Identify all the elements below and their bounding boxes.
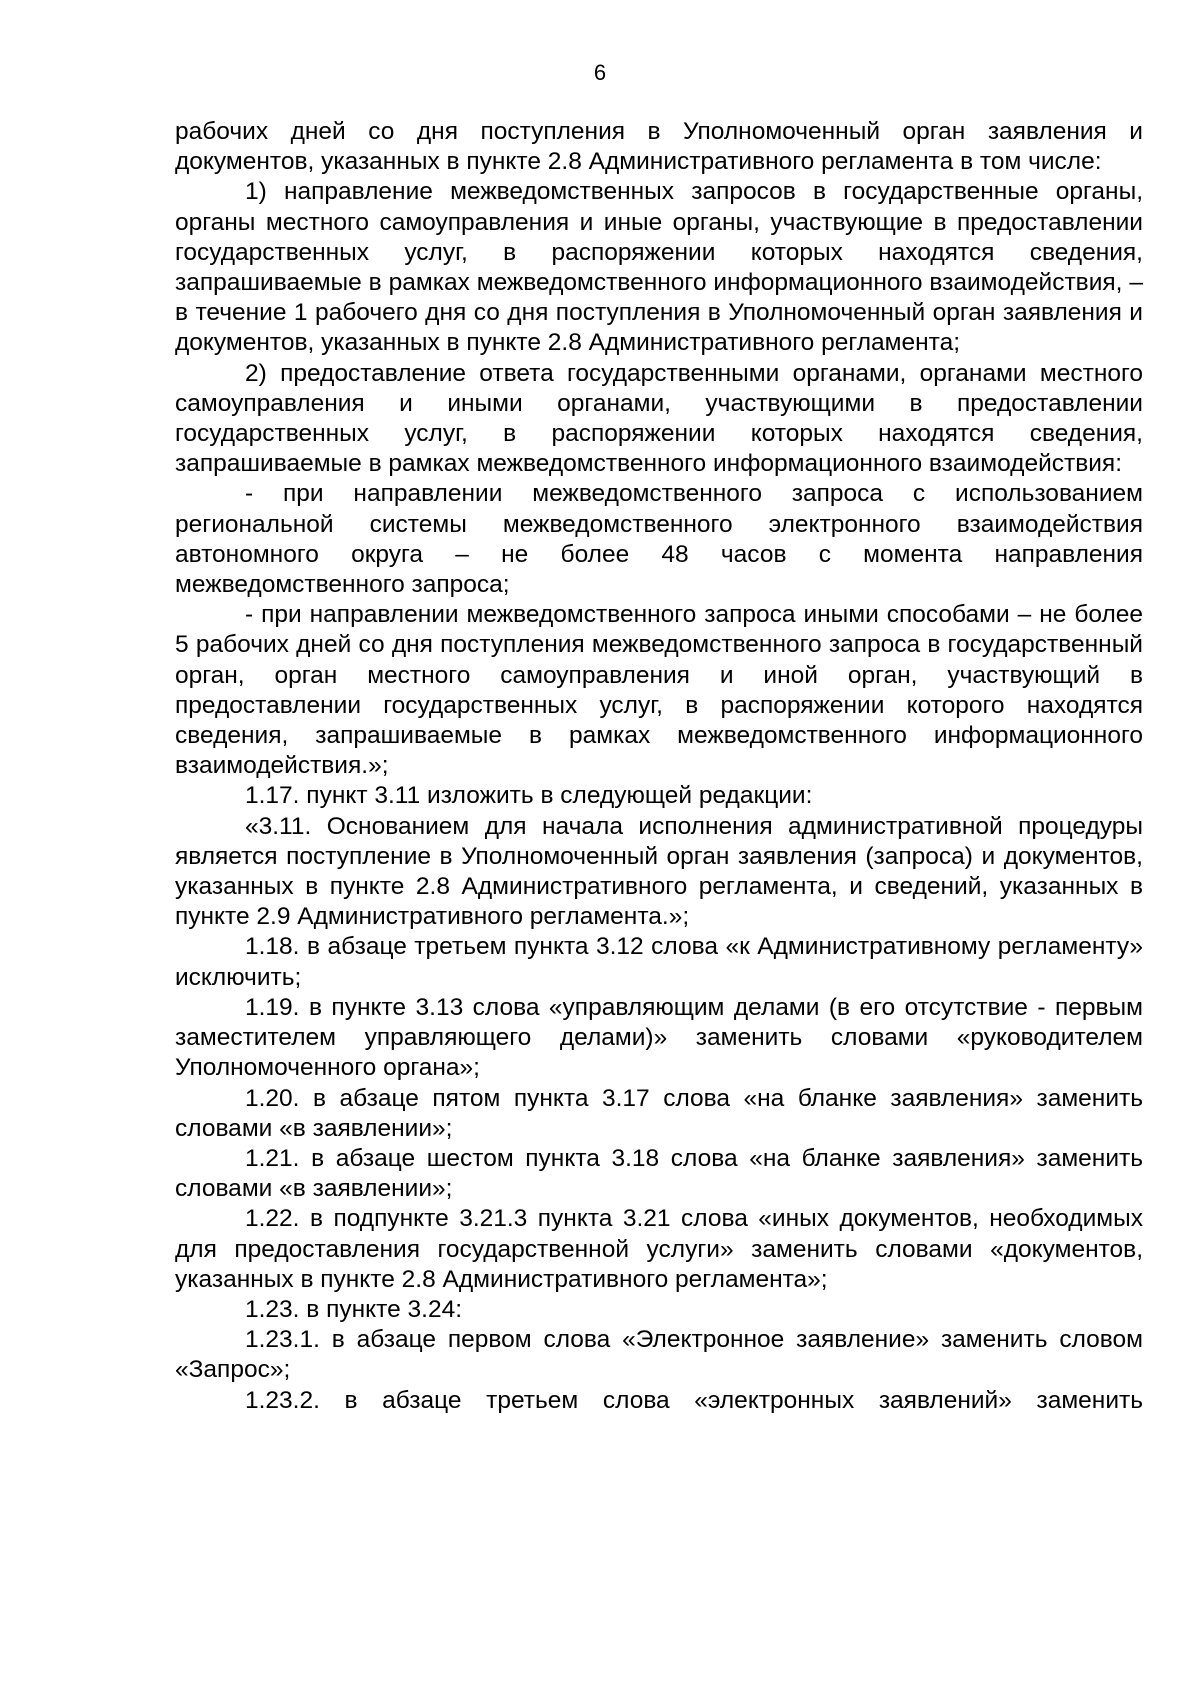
paragraph-1-23-1: 1.23.1. в абзаце первом слова «Электронное заявление» заменить словом «Запрос»;: [175, 1326, 1143, 1384]
paragraph-dash-1: - при направлении межведомственного запроса с использованием региональной системы межведомственного электронного взаимодействия автономного округа – не более 48 часов с момента направления межведомственного запроса;: [175, 480, 1143, 599]
paragraph-3-11: «3.11. Основанием для начала исполнения административной процедуры является поступление в Уполномоченный орган заявления (запроса) и документов, указанных в пункте 2.8 Административного регламента, и сведений, указанных в пункте 2.9 Административного регламента.»;: [175, 812, 1143, 931]
paragraph-1-17: 1.17. пункт 3.11 изложить в следующей редакции:: [245, 782, 813, 810]
paragraph-dash-2: - при направлении межведомственного запроса иными способами – не более 5 рабочих дней со дня поступления межведомственного запроса в государственный орган, орган местного самоуправления и иной орган, участвующий в предоставлении государственных услуг, в распоряжении которого находятся сведения, запрашиваемые в рамках межведомственного информационного взаимодействия.»;: [175, 601, 1143, 780]
paragraph-1-20: 1.20. в абзаце пятом пункта 3.17 слова «на бланке заявления» заменить словами «в заявлении»;: [175, 1084, 1143, 1142]
paragraph-item-1: 1) направление межведомственных запросов в государственные органы, органы местного самоуправления и иные органы, участвующие в предоставлении государственных услуг, в распоряжении которых находятся сведения, запрашиваемые в рамках межведомственного информационного взаимодействия, – в течение 1 рабочего дня со дня поступления в Уполномоченный орган заявления и документов, указанных в пункте 2.8 Административного регламента;: [175, 178, 1143, 357]
paragraph-continuation: рабочих дней со дня поступления в Уполномоченный орган заявления и документов, указанных в пункте 2.8 Административного регламента в том числе:: [175, 118, 1143, 176]
paragraph-1-19: 1.19. в пункте 3.13 слова «управляющим делами (в его отсутствие - первым заместителем управляющего делами)» заменить словами «руководителем Уполномоченного органа»;: [175, 993, 1143, 1082]
paragraph-item-2: 2) предоставление ответа государственными органами, органами местного самоуправления и иными органами, участвующими в предоставлении государственных услуг, в распоряжении которых находятся сведения, запрашиваемые в рамках межведомственного информационного взаимодействия:: [175, 359, 1143, 478]
paragraph-1-18: 1.18. в абзаце третьем пункта 3.12 слова «к Административному регламенту» исключить;: [175, 933, 1143, 991]
document-body: [175, 117, 1143, 1416]
paragraph-1-23-2: 1.23.2. в абзаце третьем слова «электронных заявлений» заменить: [245, 1386, 1143, 1414]
paragraph-1-22: 1.22. в подпункте 3.21.3 пункта 3.21 слова «иных документов, необходимых для предоставления государственной услуги» заменить словами «документов, указанных в пункте 2.8 Административного регламента»;: [175, 1205, 1143, 1293]
paragraph-1-21: 1.21. в абзаце шестом пункта 3.18 слова «на бланке заявления» заменить словами «в заявлении»;: [175, 1144, 1143, 1203]
paragraph-1-23: 1.23. в пункте 3.24:: [245, 1295, 463, 1323]
page-number: 6: [593, 60, 607, 85]
